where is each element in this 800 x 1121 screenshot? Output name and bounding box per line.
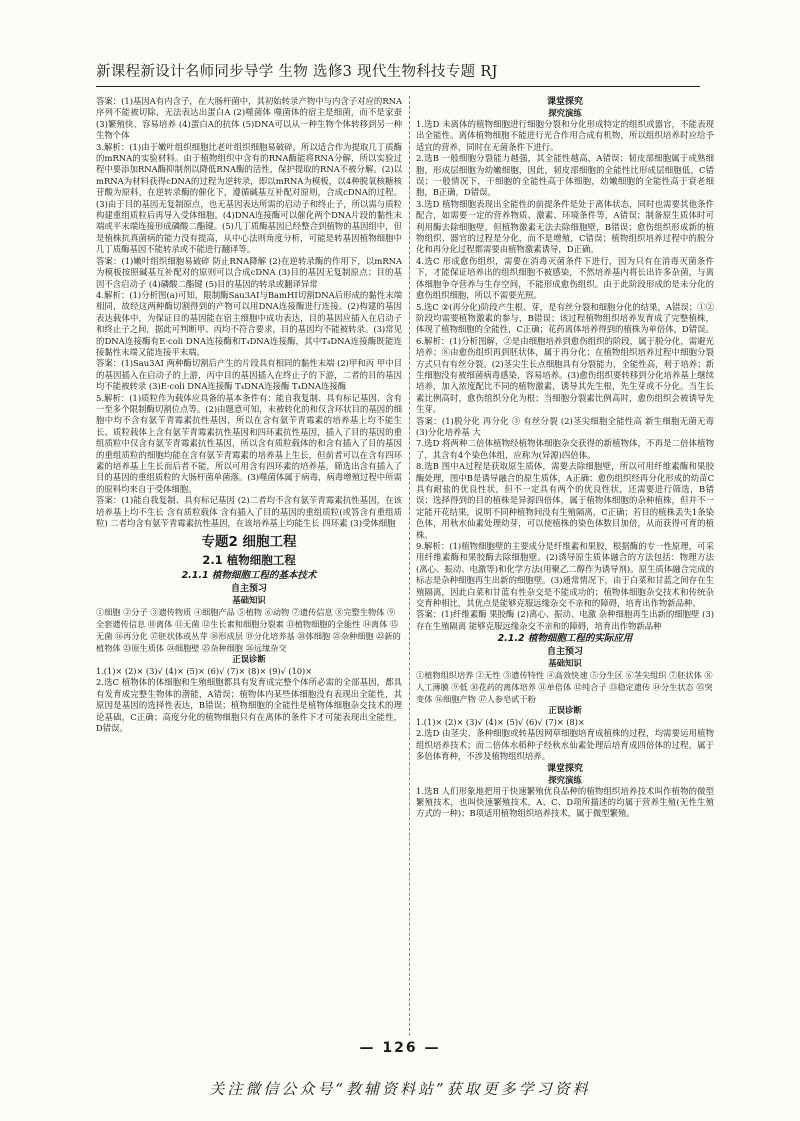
classroom-heading: 课堂探究 (546, 763, 583, 774)
header-title: 新课程新设计名师同步导学 生物 选修3 现代生物科技专题 RJ (96, 64, 498, 80)
explanation-paragraph: 2.选B 一般细胞分裂能力越强，其全能性越高，A错误；韧皮部细胞属于成熟细胞，形成层细胞为幼嫩细胞，因此，韧皮部细胞的全能性比形成层细胞低，C错误；一般情况下，干细胞的全能性高于体细胞，幼嫩细胞的全能性高于衰老细胞，B正确，D错误。 (416, 153, 714, 198)
answer-paragraph: 答案：(1)能自我复制、具有标记基因 (2)二者均不含有氨苄青霉素抗性基因，在该培养基上均不生长 含有质粒载体 含有插入了目的基因的重组质粒(或答含有重组质粒) 二者均含有氨苄青霉素抗性基因，在该培养基上均能生长 四环素 (3)受体细胞 (96, 495, 402, 529)
column-divider (409, 96, 410, 1036)
left-column (96, 96, 402, 1040)
page-header (96, 60, 700, 87)
explanation-paragraph: 5.选C ②(再分化)阶段产生根、芽，是有丝分裂和细胞分化的结果，A错误；①②阶段均需要植物激素的参与，B错误；该过程植物组织培养发育成了完整植株，体现了植物细胞的全能性，C正确；花药离体培养得到的植株为单倍体，D错误。 (416, 301, 714, 335)
explanation-paragraph: 4.选C 形成愈伤组织，需要在消毒灭菌条件下进行，因为只有在消毒灭菌条件下，才能保证培养出的组织细胞不被感染，不然培养基内将长出许多杂菌，与离体细胞争夺营养与生存空间，不能形成愈伤组织。由于此阶段形成的是未分化的愈伤组织细胞，所以不需要光照。 (416, 255, 714, 301)
footer-note: 关注微信公众号“教辅资料站”获取更多学习资料 (209, 1080, 591, 1098)
explanation-paragraph: 7.选D 将两种二倍体植物经植物体细胞杂交获得的新植物体，不再是二倍体植物了，其含有4个染色体组，应称为(异源)四倍体。 (416, 438, 714, 460)
preview-heading: 自主预习 (546, 647, 583, 658)
explanation-paragraph: 3.选D 植物细胞表现出全能性的前提条件是处于离体状态，同时也需要其他条件配合，如需要一定的营养物质、激素、环境条件等，A错误；制备原生质体时可利用酶去除细胞壁，但植物激素无法去除细胞壁，B错误；愈伤组织形成新的植物组织、器官的过程是分化，而不是增殖，C错误；植物组织培养过程中的脱分化和再分化过程都需要由植物激素诱导，D正确。 (416, 198, 714, 255)
answer-paragraph: 答案：(1)纤维素酶 果胶酶 (2)离心、振动、电激 杂种细胞再生出新的细胞壁 (3)存在生殖隔离 能够克服远缘杂交不亲和的障碍，培育出作物新品种 (416, 609, 714, 631)
diagnosis-answers: 1.(1)× (2)× (3)√ (4)× (5)√ (6)√ (7)× (8)× (416, 717, 585, 728)
diagnosis-heading: 正误诊断 (232, 654, 266, 665)
explanation-paragraph: 8.选B 图中A过程是获取原生质体，需要去除细胞壁，所以可用纤维素酶和果胶酶处理，图中B是诱导融合的原生质体，A正确；愈伤组织经再分化形成的幼苗C具有耐盐的优良性状，但不一定具有两个的优良性状，还需要进行筛选，B错误；选择得到的目的植株是异源四倍体，属于植物体细胞的杂种植株，但并不一定能开花结果，说明不同种植物间没有生殖隔离，C正确；若目的植株丢失1条染色体，用秋水仙素处理幼芽，可以使植株的染色体数目加倍，从而获得可育的植株。 (416, 461, 714, 540)
explanation-paragraph: 9.解析：(1)植物细胞壁的主要成分是纤维素和果胶，根据酶的专一性原理，可采用纤维素酶和果胶酶去除细胞壁。(2)诱导原生质体融合的方法包括：物理方法(离心、振动、电激等)和化学方法(用聚乙二醇作为诱导剂)。原生质体融合完成的标志是杂种细胞再生出新的细胞壁。(3)通常情况下，由于白菜和甘蓝之间存在生殖隔离，因此白菜和甘蓝有性杂交是不能成功的；植物体细胞杂交技术和传统杂交育种相比，其优点是能够克服远缘杂交不亲和的障碍，培育出作物新品种。 (416, 541, 714, 609)
explanation-paragraph: 4.解析：(1)分析图(a)可知，限制酶Sau3AⅠ与BamHⅠ切割DNA后形成的黏性末端相同，故经这两种酶切割得到的产物可以用DNA连接酶进行连接。(2)构建的基因表达载体中，为保证目的基因能在宿主细胞中成功表达，目的基因应插入在启动子和终止子之间，据此可判断甲、丙均不符合要求，目的基因均不能被转录。(3)常见的DNA连接酶有E·coli DNA连接酶和T₄DNA连接酶，其中T₄DNA连接酶既能连接黏性末端又能连接平末端。 (96, 289, 402, 357)
explanation-paragraph: 3.解析：(1)由于嫩叶组织细胞比老叶组织细胞易破碎，所以适合作为提取几丁质酶的mRNA的实验材料。由于植物组织中含有的RNA酶能将RNA分解，所以实验过程中要添加RNA酶抑制剂以降低RNA酶的活性，保护提取的RNA不被分解。(2)以mRNA为材料获得cDNA的过程为逆转录，即以mRNA为模板，以4种脱氧核糖核苷酸为原料，在逆转录酶的催化下，遵循碱基互补配对原则，合成cDNA的过程。(3)由于目的基因无复制原点，也无基因表达所需的启动子和终止子，所以需与质粒构建重组质粒后再导入受体细胞。(4)DNA连接酶可以催化两个DNA片段的黏性末端或平末端连接形成磷酸二酯键。(5)几丁质酶基因已经整合到植物的基因组中，但是植株抗真菌病的能力没有提高，从中心法则角度分析，可能是转基因植物细胞中几丁质酶基因不能转录或不能进行翻译等。 (96, 141, 402, 255)
explanation-paragraph: 2.选D 由茎尖、条种细胞或转基因网草细胞培育成植株的过程，均需要运用植物组织培养技术；而二倍体水稻种子经秋水仙素处理后培育成四倍体的过程，属于多倍体育种，不涉及植物组织培养。 (416, 728, 714, 762)
basics-heading: 基础知识 (548, 658, 582, 669)
exercise-heading: 探究演练 (548, 108, 582, 118)
section-title: 2.1 植物细胞工程 (202, 553, 296, 568)
answer-paragraph: 答案：(1)脱分化 再分化 ③ 有丝分裂 (2)茎尖细胞全能性高 新生细胞无菌无毒 (3)分化培养基 大 (416, 415, 714, 437)
basics-heading: 基础知识 (232, 595, 266, 606)
fill-in-answers: ①植物组织培养 ②无性 ③遗传特性 ④高效快速 ⑤分生区 ⑥茎尖组织 ⑦胚状体 ⑧人工薄膜 ⑨低 ⑩花药的离体培养 ⑪单倍体 ⑫纯合子 ⑬稳定遗传 ⑭分生状态 ⑮突变体 ⑯细胞产物 ⑰人参皂甙干粉 (416, 670, 713, 705)
diagnosis-answers: 1.(1)× (2)× (3)√ (4)× (5)× (6)√ (7)× (8)× (9)√ (10)× (96, 666, 313, 677)
explanation-paragraph: 1.选B 人们形象地把用于快速繁殖优良品种的植物组织培养技术叫作植物的微型繁殖技术，也叫快速繁殖技术，A、C、D项所描述的均属于营养生殖(无性生殖方式的一种)；B项适用植物组织培养技术，属于微型繁殖。 (416, 785, 714, 819)
fill-in-answers: ①细胞 ②分子 ③遗传物质 ④细胞产品 ⑤植物 ⑥动物 ⑦遗传信息 ⑧完整生物体 ⑨全套遗传信息 ⑩离体 ⑪无菌 ⑫生长素和细胞分裂素 ⑬植物细胞的全能性 ⑭离体 ⑮无菌 ⑯再分化 ⑰胚状体或丛芽 ⑱形成层 ⑲分化培养基 ⑳体细胞 ㉑杂种细胞 ㉒新的植物体 ㉓原生质体 ㉔细胞壁 ㉕杂种细胞 ㉖远缘杂交 (96, 607, 401, 654)
classroom-heading: 课堂探究 (546, 97, 583, 107)
answer-paragraph: 答案：(1)嫩叶组织细胞易破碎 防止RNA降解 (2)在逆转录酶的作用下，以mRNA为模板按照碱基互补配对的原则可以合成cDNA (3)目的基因无复制原点；目的基因不含启动子 (4)磷酸二酯键 (5)目的基因的转录或翻译异常 (96, 255, 402, 289)
answer-paragraph: 答案：(1)Sau3AⅠ 两种酶切割后产生的片段具有相同的黏性末端 (2)甲和丙 甲中目的基因插入在启动子的上游，丙中目的基因插入在终止子的下游，二者的目的基因均不能被转录 (3)E·coli DNA连接酶 T₄DNA连接酶 T₄DNA连接酶 (96, 358, 402, 392)
explanation-paragraph: 5.解析：(1)质粒作为载体应具备的基本条件有：能自我复制、具有标记基因、含有一至多个限制酶切割位点等。(2)由题意可知，未被转化的和仅含环状目的基因的细胞中均不含有氨苄青霉素抗性基因，所以在含有氨苄青霉素的培养基上均不能生长。质粒载体上含有氨苄青霉素抗性基因和四环素抗性基因，插入了目的基因的重组质粒中仅含有氨苄青霉素抗性基因，所以含有质粒载体的和含有插入了目的基因的重组质粒的细胞均能在含有氨苄青霉素的培养基上生长，但前者可以在含有四环素的培养基上生长而后者不能，所以可用含有四环素的培养基，筛选出含有插入了目的基因的重组质粒的大肠杆菌单菌落。(3)噬菌体属于病毒，病毒增殖过程中所需的原料均来自于受体细胞。 (96, 392, 402, 494)
explanation-paragraph: 6.解析：(1)分析图解，②是由细胞培养到愈伤组织的阶段，属于脱分化，需避光培养；⑧由愈伤组织再到胚状体，属于再分化；在植物组织培养过程中细胞分裂方式只有有丝分裂。(2)茎尖生长点细胞具有分裂能力，全能性高，利于培养；新生细胞没有被细菌病毒感染，容易培养。(3)愈伤组织要转移到分化培养基上继续培养，加入浓度配比不同的植物激素，诱导其先生根，先生芽或不分化。当生长素比例高时，愈伤组织分化为根；当细胞分裂素比例高时，愈伤组织会被诱导先生芽。 (416, 335, 714, 415)
right-column (416, 96, 714, 1040)
page-number: — 126 — (359, 1040, 441, 1056)
preview-heading: 自主预习 (230, 584, 267, 595)
subsection-title: 2.1.1 植物细胞工程的基本技术 (181, 570, 317, 582)
explanation-paragraph: 1.选D 未离体的植物细胞进行细胞分裂和分化形成特定的组织或器官，不能表现出全能性。离体植物细胞不能进行光合作用合成有机物，所以组织培养时应给予适宜的营养，同时在无菌条件下进行。 (416, 119, 714, 152)
explanation-paragraph: 2.选C 植物体的体细胞和生殖细胞都具有发育成完整个体所必需的全部基因，都具有发育成完整生物体的潜能，A错误；植物体内某些体细胞没有表现出全能性，其原因是基因的选择性表达，B错误；植物细胞的全能性是植物体细胞杂交技术的理论基础，C正确；高度分化的植物细胞只有在离体的条件下才可能表现出全能性，D错误。 (96, 677, 402, 734)
subsection-title: 2.1.2 植物细胞工程的实际应用 (497, 633, 633, 645)
answer-paragraph: 答案：(1)基因A有内含子，在大肠杆菌中，其初始转录产物中与内含子对应的RNA序列不能被切除，无法表达出蛋白A (2)噬菌体 噬菌体的宿主是细菌，而不是家蚕 (3)繁殖快、容易培养 (4)蛋白A的抗体 (5)DNA可以从一种生物个体转移到另一种生物个体 (96, 96, 402, 141)
diagnosis-heading: 正误诊断 (548, 705, 582, 716)
exercise-heading: 探究演练 (548, 774, 582, 785)
topic-title: 专题2 细胞工程 (201, 534, 297, 551)
